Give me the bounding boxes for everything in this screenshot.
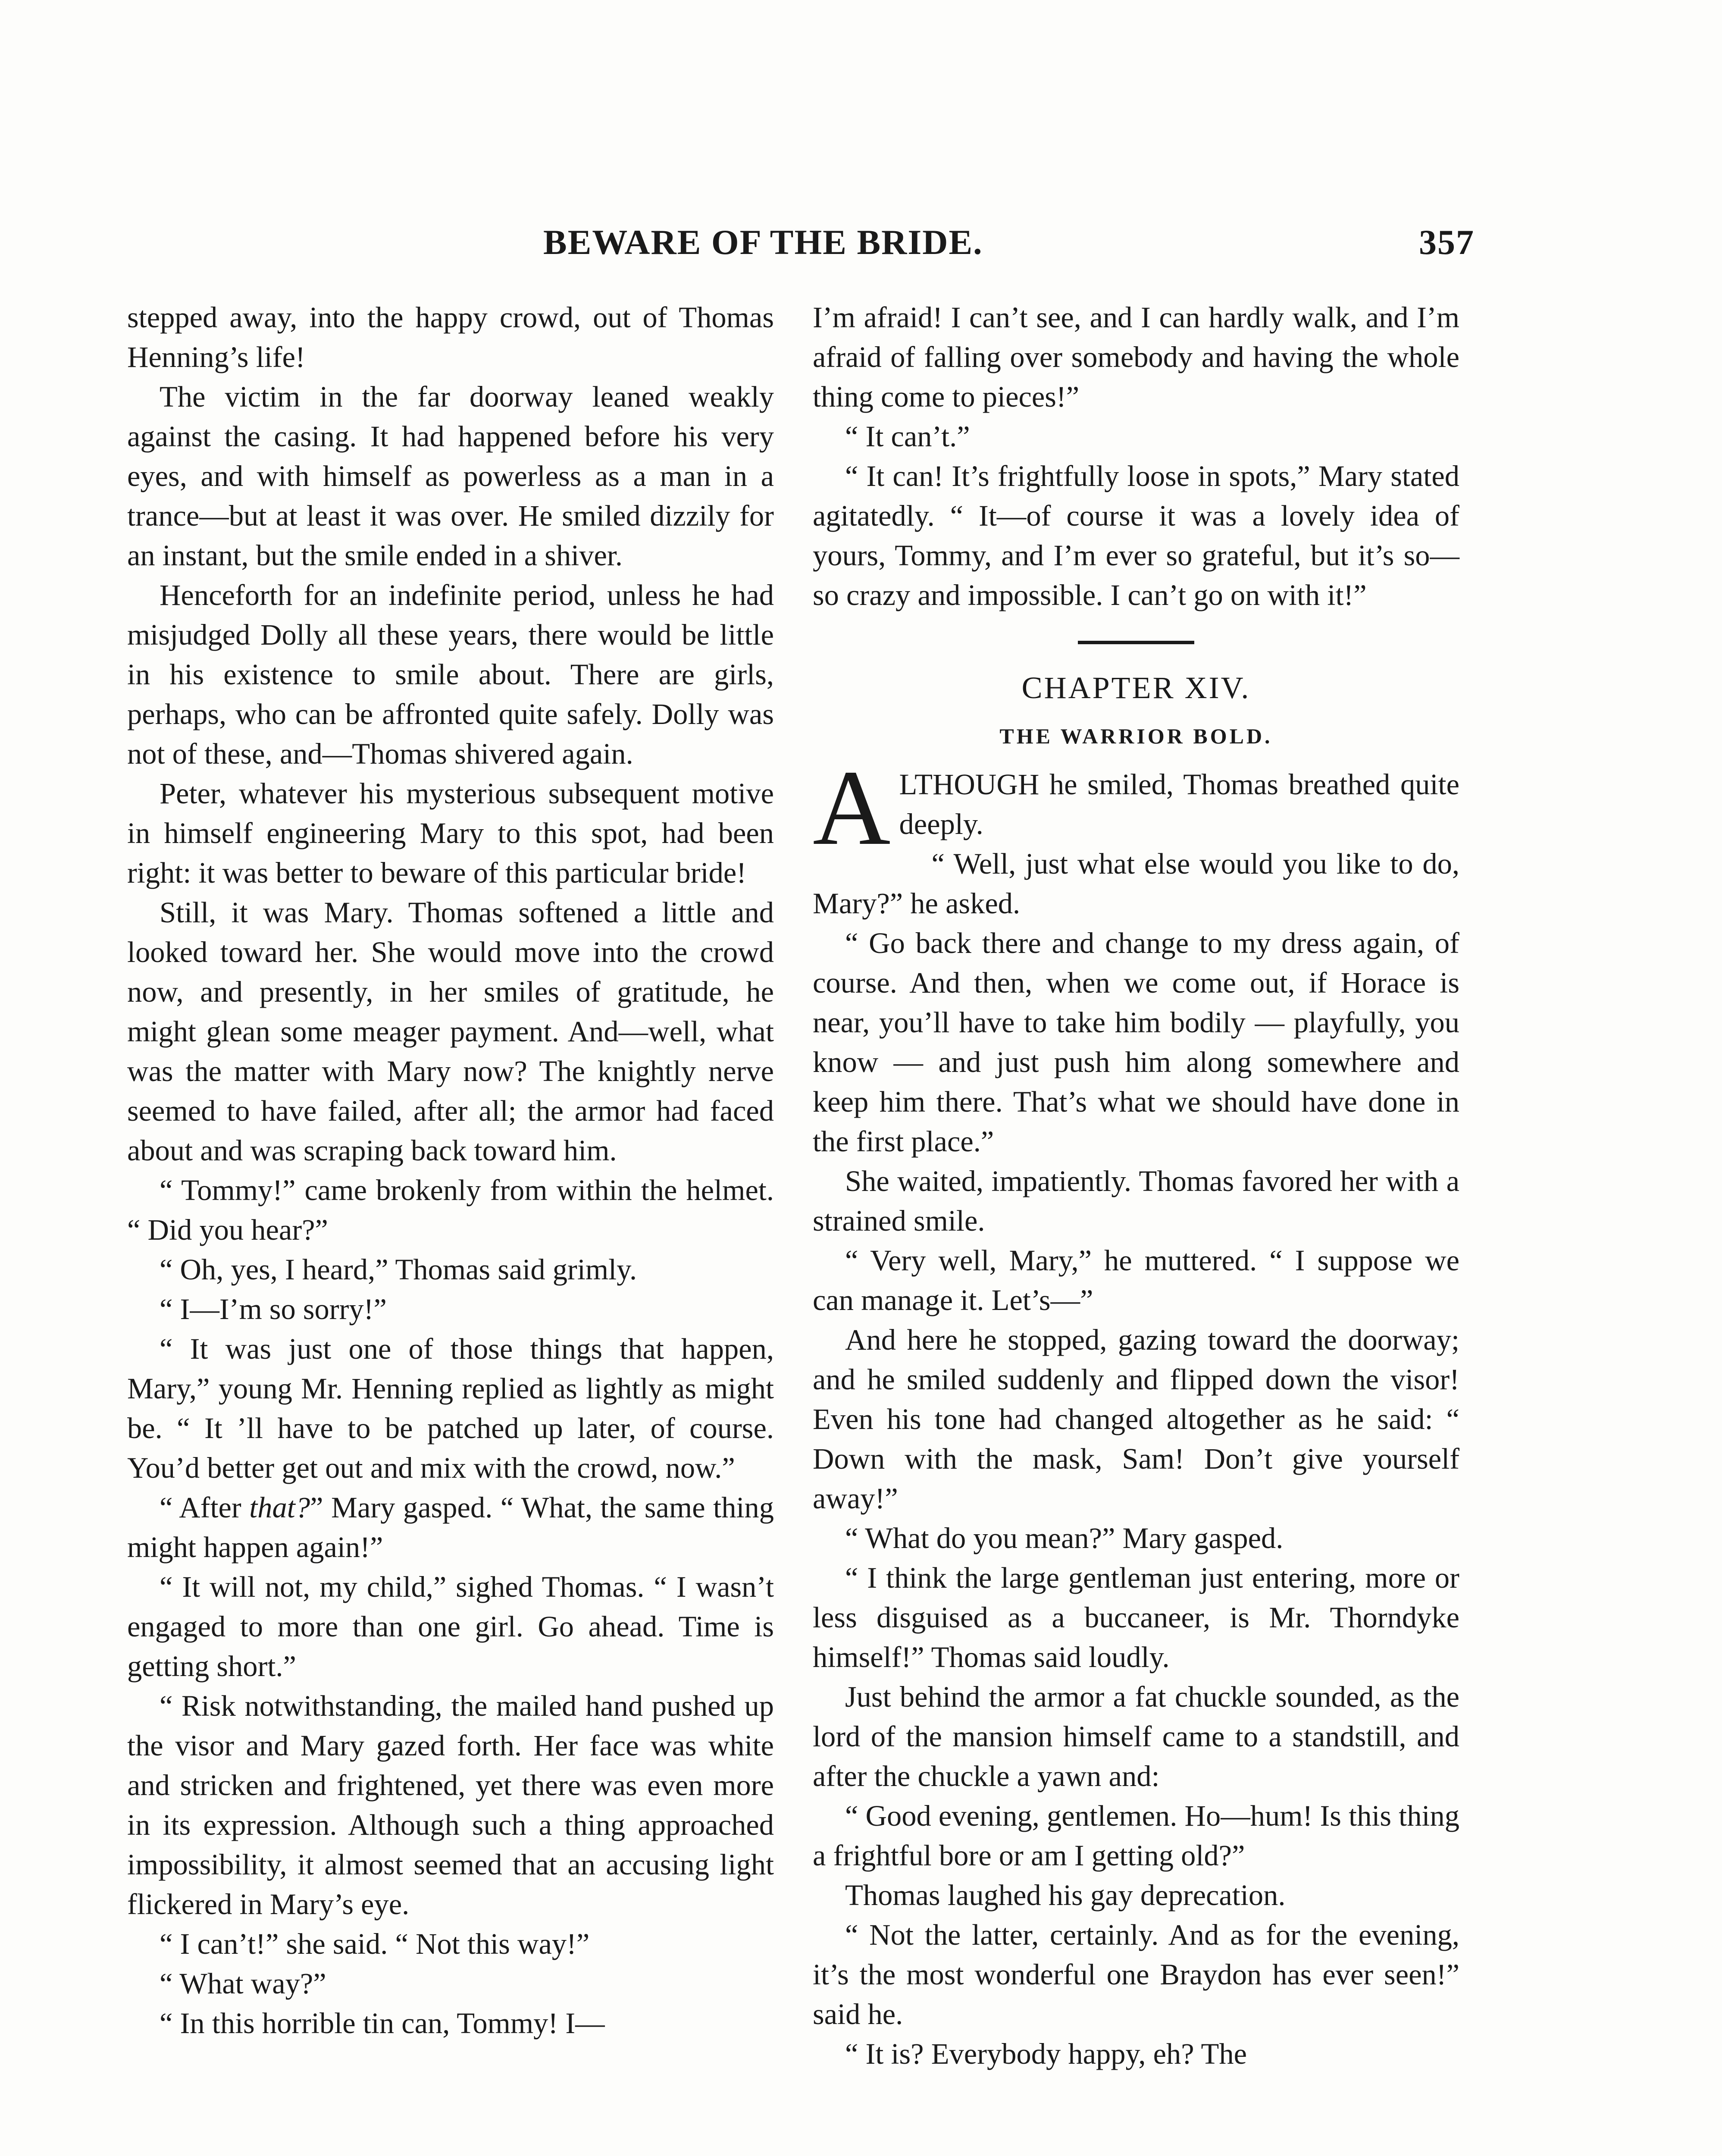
paragraph: Thomas laughed his gay deprecation.: [845, 1879, 1286, 1912]
paragraph: The victim in the far doorway leaned weakly against the casing. It had happened before his very eyes, and with himself as powerless as a man in a trance—but at least it was over. He smiled dizzily for an instant, but the smile ended in a shiver.: [127, 380, 774, 572]
chapter-opening-paragraph: [813, 748, 1459, 868]
paragraph: “ Risk notwithstanding, the mailed hand pushed up the visor and Mary gazed forth. Her face was white and stricken and frightened, yet there was even more in its expression. Although such a thing approached impossibility, it almost seemed that an accusing light flickered in Mary’s eye.: [127, 1689, 774, 1921]
chapter-subtitle: THE WARRIOR BOLD.: [999, 724, 1273, 748]
section-divider: [1078, 641, 1194, 644]
paragraph: “ Very well, Mary,” he muttered. “ I suppose we can manage it. Let’s—”: [813, 1244, 1459, 1316]
paragraph: “ Good evening, gentlemen. Ho—hum! Is this thing a frightful bore or am I getting old?”: [813, 1799, 1459, 1872]
paragraph: “ Not the latter, certainly. And as for the evening, it’s the most wonderful one Braydon has ever seen!” said he.: [813, 1918, 1459, 2031]
paragraph: “ It can’t.”: [845, 420, 970, 453]
paragraph: Peter, whatever his mysterious subsequent motive in himself engineering Mary to this spot, had been right: it was better to beware of this particular bride!: [127, 777, 774, 889]
paragraph: stepped away, into the happy crowd, out of Thomas Henning’s life!: [127, 301, 774, 373]
paragraph: And here he stopped, gazing toward the doorway; and he smiled suddenly and flipped down the visor! Even his tone had changed altogether as he said: “ Down with the mask, Sam! Don’t give yourself away!”: [813, 1323, 1459, 1515]
left-column: [127, 298, 774, 2043]
italic-word: that?: [249, 1491, 310, 1524]
paragraph: “ It was just one of those things that happen, Mary,” young Mr. Henning replied as lightly as might be. “ It ’ll have to be patched up later, of course. You’d better get out and mix with the crowd, now.”: [127, 1332, 774, 1484]
paragraph: “ Tommy!” came brokenly from within the helmet. “ Did you hear?”: [127, 1174, 774, 1246]
running-title: BEWARE OF THE BRIDE.: [543, 222, 983, 262]
paragraph: “ I—I’m so sorry!”: [160, 1293, 387, 1326]
paragraph: “ I can’t!” she said. “ Not this way!”: [160, 1927, 590, 1960]
paragraph: “ I think the large gentleman just entering, more or less disguised as a buccaneer, is Mr. Thorndyke himself!” Thomas said loudly.: [813, 1561, 1459, 1673]
paragraph: “ Go back there and change to my dress again, of course. And then, when we come out, if Horace is near, you’ll have to take him bodily — playfully, you know — and just push him along somewhere and keep him there. That’s what we should have done in the first place.”: [813, 927, 1459, 1158]
chapter-title: CHAPTER XIV.: [1021, 671, 1251, 705]
paragraph: Just behind the armor a fat chuckle sounded, as the lord of the mansion himself came to a standstill, and after the chuckle a yawn and:: [813, 1680, 1459, 1792]
paragraph: I’m afraid! I can’t see, and I can hardly walk, and I’m afraid of falling over somebody and having the whole thing come to pieces!”: [813, 301, 1459, 413]
page-number: 357: [1419, 222, 1475, 262]
text-run: ” Mary gasped. “ What, the same thing might happen again!”: [127, 1491, 774, 1564]
paragraph: “ Oh, yes, I heard,” Thomas said grimly.: [160, 1253, 637, 1286]
paragraph: “ It can! It’s frightfully loose in spots,” Mary stated agitatedly. “ It—of course it was a lovely idea of yours, Tommy, and I’m ever so grateful, but it’s so—so crazy and impossible. I can’t go on with it!”: [813, 460, 1459, 611]
page-header: [530, 222, 1475, 270]
drop-cap: A: [813, 748, 891, 868]
text-run: “ After: [160, 1491, 250, 1524]
paragraph: “ It is? Everybody happy, eh? The: [845, 2037, 1247, 2070]
paragraph: “ In this horrible tin can, Tommy! I—: [160, 2007, 605, 2040]
text-run: LTHOUGH he smiled, Thomas breathed quite deeply.: [899, 768, 1459, 840]
paragraph: “ Well, just what else would you like to do, Mary?” he asked.: [813, 847, 1459, 920]
paragraph: Henceforth for an indefinite period, unless he had misjudged Dolly all these years, there would be little in his existence to smile about. There are girls, perhaps, who can be affronted quite safely. Dolly was not of these, and—Thomas shivered again.: [127, 579, 774, 770]
paragraph-after-that: [127, 1488, 774, 1567]
paragraph: “ It will not, my child,” sighed Thomas. “ I wasn’t engaged to more than one girl. Go ahead. Time is getting short.”: [127, 1570, 774, 1683]
paragraph: “ What do you mean?” Mary gasped.: [845, 1522, 1284, 1554]
right-column: [813, 298, 1459, 2074]
paragraph: Still, it was Mary. Thomas softened a little and looked toward her. She would move into the crowd now, and presently, in her smiles of gratitude, he might glean some meager payment. And—well, what was the matter with Mary now? The knightly nerve seemed to have failed, after all; the armor had faced about and was scraping back toward him.: [127, 896, 774, 1167]
paragraph: “ What way?”: [160, 1967, 326, 2000]
paragraph: She waited, impatiently. Thomas favored her with a strained smile.: [813, 1165, 1459, 1237]
